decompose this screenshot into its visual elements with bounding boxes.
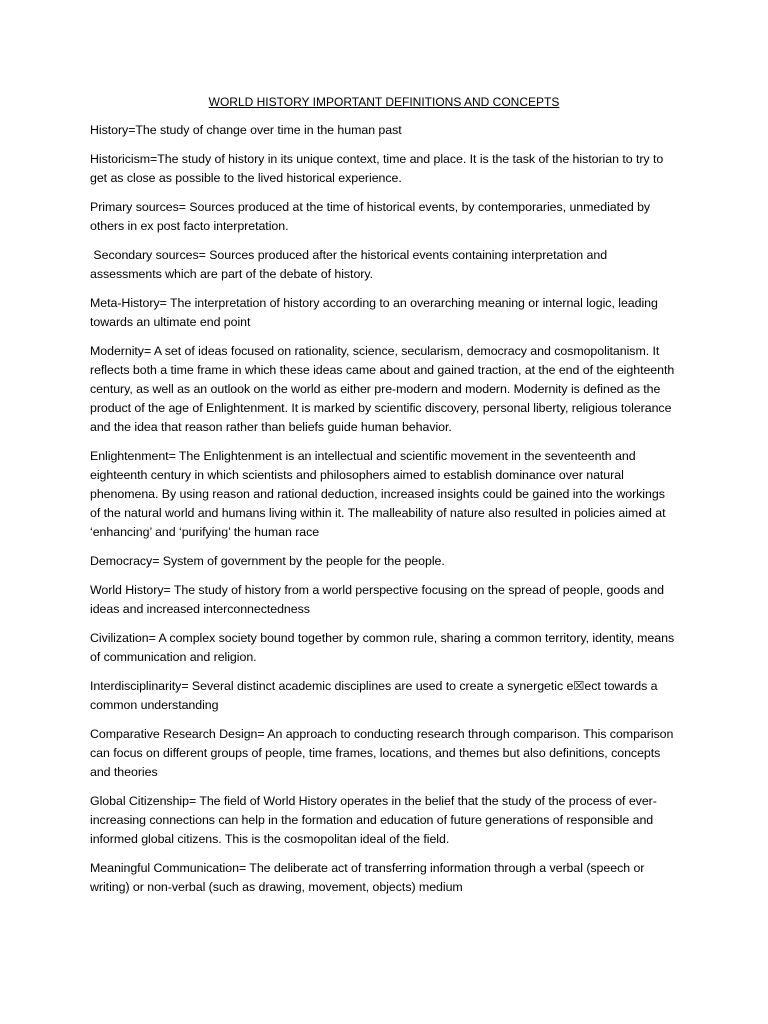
definition-meta-history: Meta-History= The interpretation of history according to an overarching meaning or internal logic, leading towards an ultimate end point bbox=[90, 296, 658, 329]
definition-comparative-research-design: Comparative Research Design= An approach to conducting research through comparison. This comparison can focus on different groups of people, time frames, locations, and themes but also definitions, concepts and theories bbox=[90, 727, 674, 779]
definition-civilization: Civilization= A complex society bound together by common rule, sharing a common territory, identity, means of communication and religion. bbox=[90, 631, 675, 664]
document-page bbox=[90, 94, 678, 907]
definition-secondary-sources: Secondary sources= Sources produced after the historical events containing interpretation and assessments which are part of the debate of history. bbox=[90, 248, 611, 281]
definition-history: History=The study of change over time in the human past bbox=[90, 123, 402, 137]
definition-interdisciplinarity: Interdisciplinarity= Several distinct academic disciplines are used to create a synergetic e☒ect towards a common understanding bbox=[90, 679, 658, 712]
definition-meaningful-communication: Meaningful Communication= The deliberate act of transferring information through a verbal (speech or writing) or non-verbal (such as drawing, movement, objects) medium bbox=[90, 861, 645, 894]
definition-primary-sources: Primary sources= Sources produced at the time of historical events, by contemporaries, unmediated by others in ex post facto interpretation. bbox=[90, 200, 651, 233]
definition-historicism: Historicism=The study of history in its unique context, time and place. It is the task of the historian to try to get as close as possible to the lived historical experience. bbox=[90, 152, 664, 185]
definition-democracy: Democracy= System of government by the people for the people. bbox=[90, 554, 445, 568]
definition-world-history: World History= The study of history from a world perspective focusing on the spread of people, goods and ideas and increased interconnectedness bbox=[90, 583, 664, 616]
document-title: WORLD HISTORY IMPORTANT DEFINITIONS AND CONCEPTS bbox=[208, 95, 560, 109]
definition-enlightenment: Enlightenment= The Enlightenment is an intellectual and scientific movement in the seventeenth and eighteenth century in which scientists and philosophers aimed to establish dominance over natural phenomena. By using reason and rational deduction, increased insights could be gained into the workings of the natural world and humans living within it. The malleability of nature also resulted in policies aimed at ‘enhancing’ and ‘purifying’ the human race bbox=[90, 449, 666, 539]
definition-global-citizenship: Global Citizenship= The field of World History operates in the belief that the study of the process of ever-increasing connections can help in the formation and education of future generations of responsible and informed global citizens. This is the cosmopolitan ideal of the field. bbox=[90, 794, 657, 846]
definition-modernity: Modernity= A set of ideas focused on rationality, science, secularism, democracy and cosmopolitanism. It reflects both a time frame in which these ideas came about and gained traction, at the end of the eighteenth century, as well as an outlook on the world as either pre-modern and modern. Modernity is defined as the product of the age of Enlightenment. It is marked by scientific discovery, personal liberty, religious tolerance and the idea that reason rather than beliefs guide human behavior. bbox=[90, 344, 675, 434]
